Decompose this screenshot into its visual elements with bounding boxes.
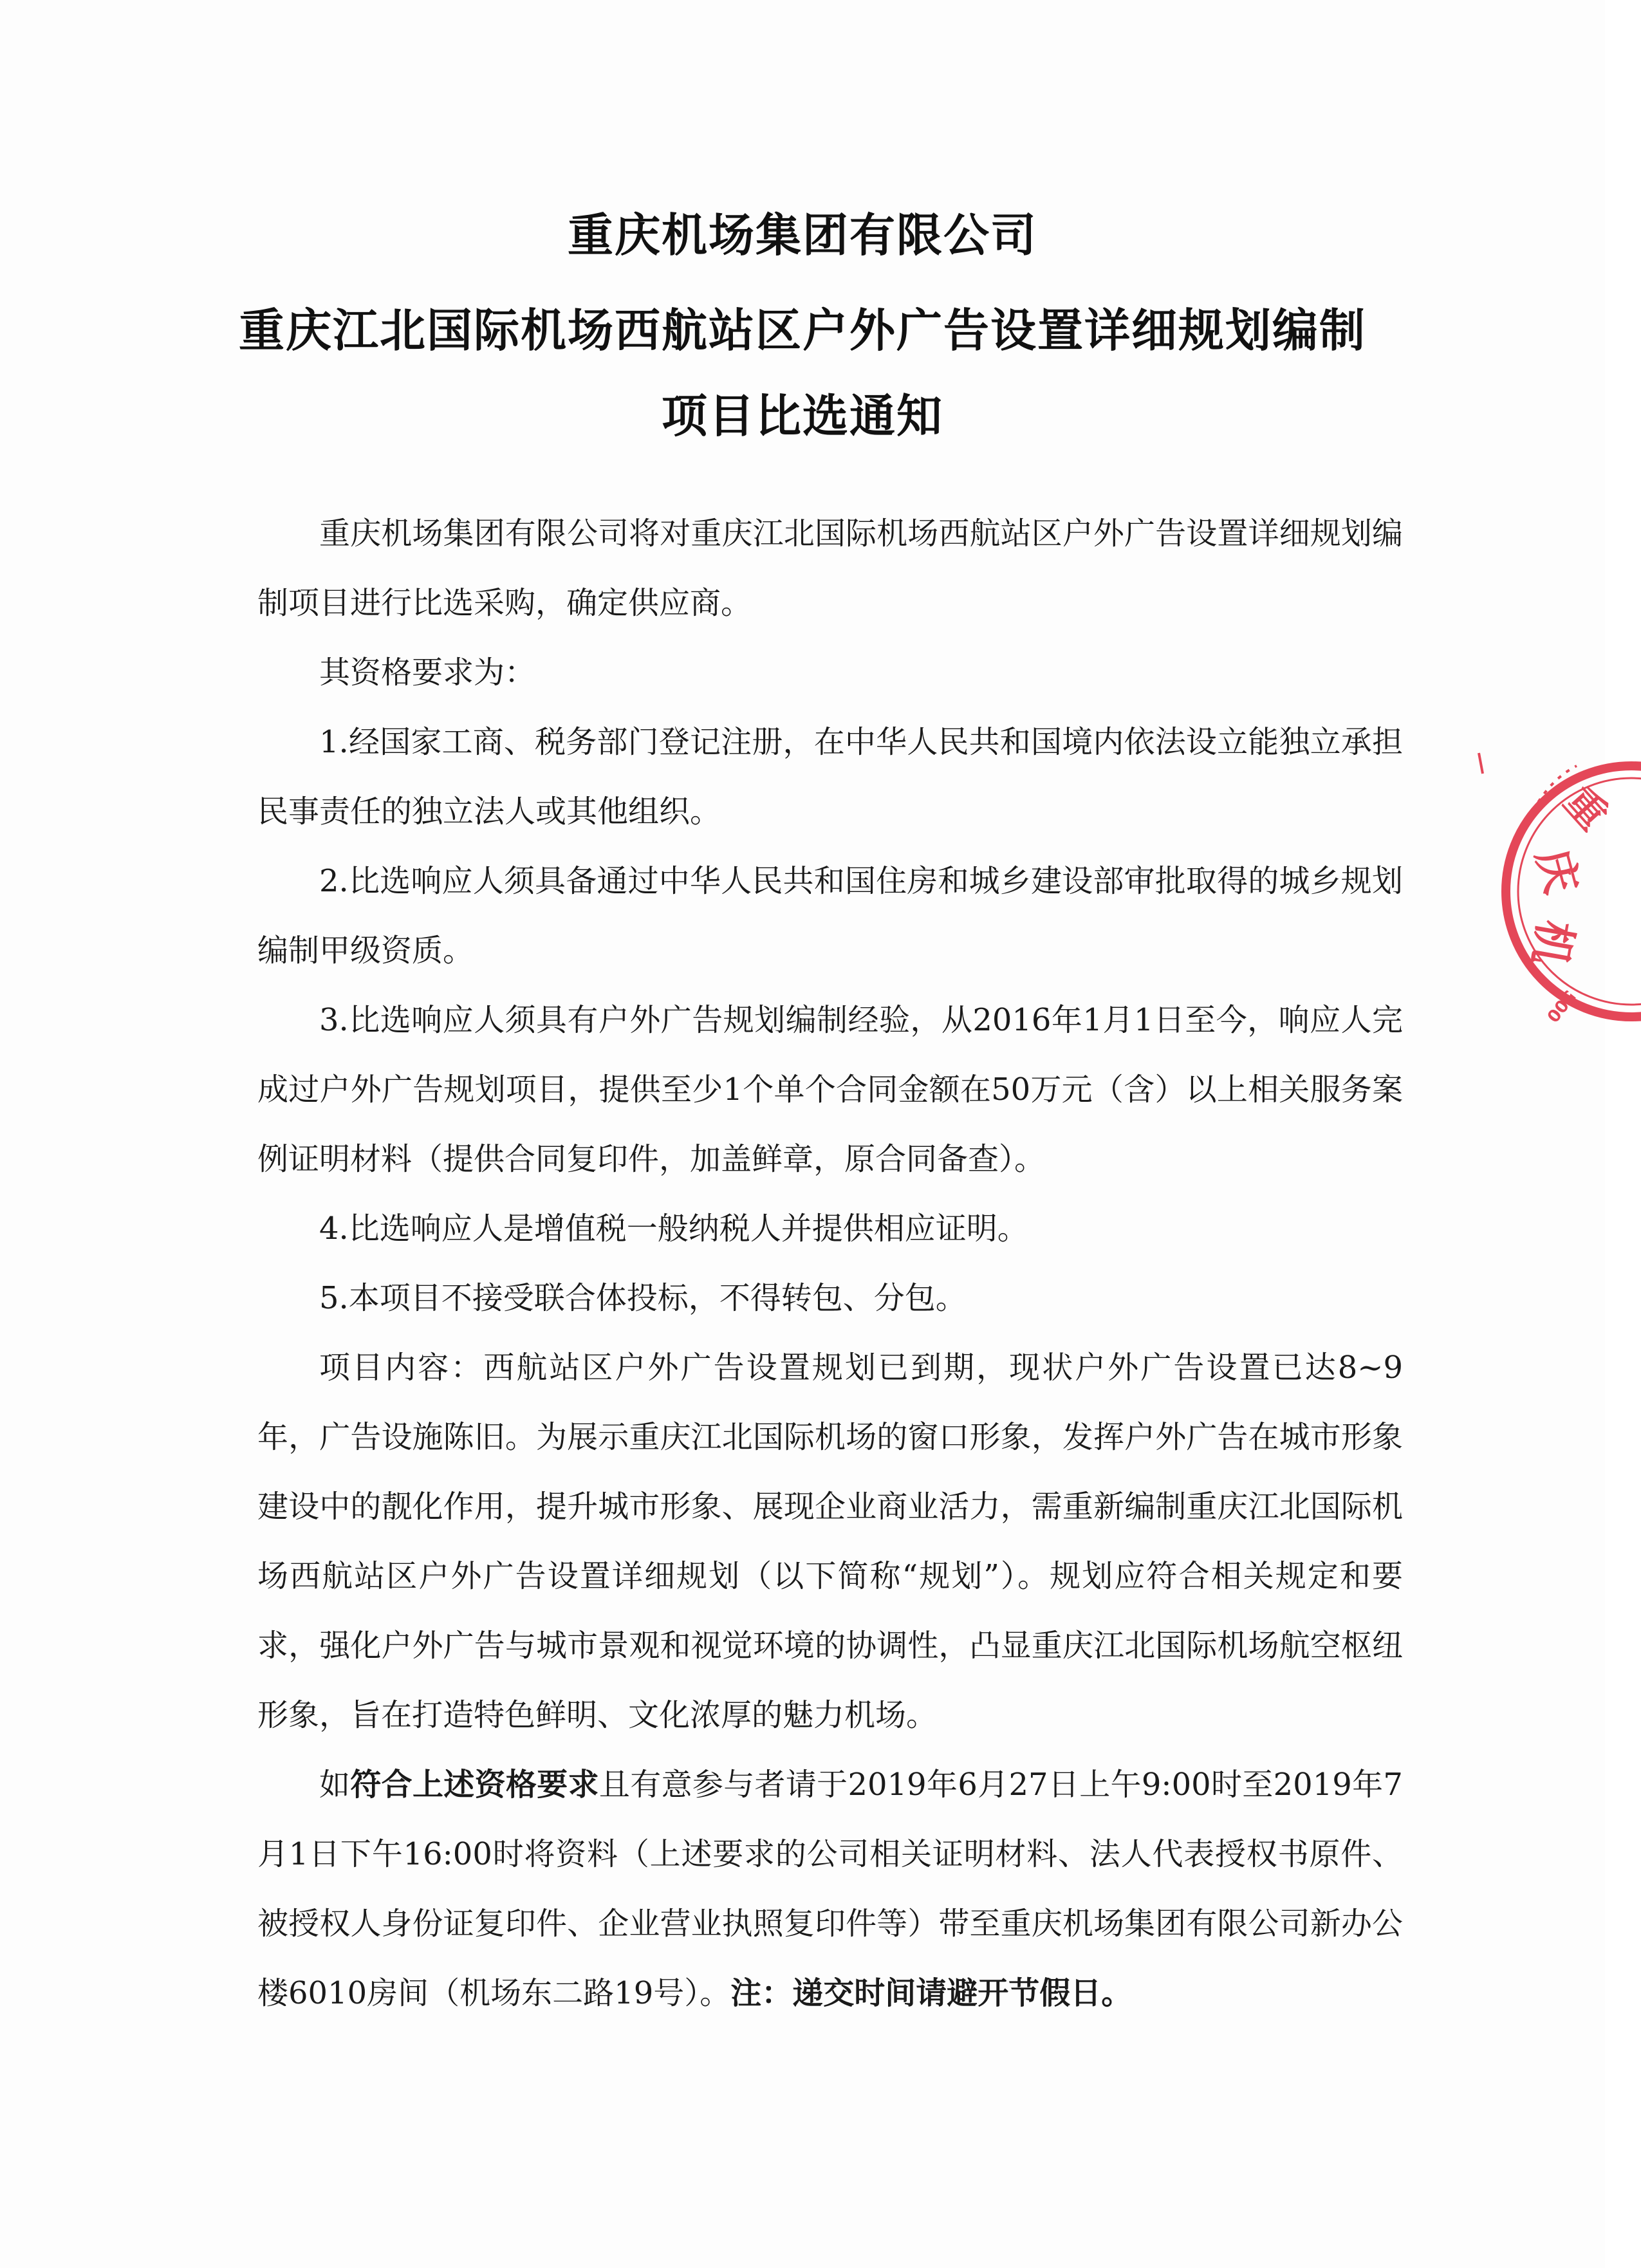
requirement-3: 3.比选响应人须具有户外广告规划编制经验，从2016年1月1日至今，响应人完成过户外广告规划项目，提供至少1个单个合同金额在50万元（含）以上相关服务案例证明材料（提供合同复印件，加盖鲜章，原合同备查）。 bbox=[257, 1002, 1403, 1177]
document-body bbox=[257, 499, 1403, 2028]
seal-char-2: 庆 bbox=[1526, 843, 1587, 899]
closing-bold-phrase: 符合上述资格要求 bbox=[350, 1767, 599, 1803]
document-title-line-2: 重庆江北国际机场西航站区户外广告设置详细规划编制 bbox=[238, 304, 1366, 357]
seal-char-1: 重 bbox=[1555, 777, 1617, 839]
company-seal bbox=[1474, 740, 1641, 1075]
requirement-1: 1.经国家工商、税务部门登记注册，在中华人民共和国境内依法设立能独立承担民事责任的独立法人或其他组织。 bbox=[257, 724, 1403, 830]
requirement-4: 4.比选响应人是增值税一般纳税人并提供相应证明。 bbox=[319, 1211, 1028, 1247]
closing-prefix: 如 bbox=[319, 1767, 351, 1803]
seal-char-3: 机 bbox=[1522, 916, 1582, 970]
requirement-5: 5.本项目不接受联合体投标，不得转包、分包。 bbox=[319, 1280, 967, 1316]
qualification-heading: 其资格要求为： bbox=[319, 655, 536, 691]
document-title-line-1: 重庆机场集团有限公司 bbox=[567, 209, 1037, 262]
document-title-line-3: 项目比选通知 bbox=[661, 389, 943, 443]
closing-paragraph bbox=[257, 1750, 1403, 2028]
seal-number: 500 bbox=[1542, 986, 1579, 1026]
closing-main-text: 且有意参与者请于2019年6月27日上午9:00时至2019年7月1日下午16:00时将资料（上述要求的公司相关证明材料、法人代表授权书原件、被授权人身份证复印件、企业营业执照复印件等）带至重庆机场集团有限公司新办公楼6010房间（机场东二路19号）。 bbox=[257, 1767, 1403, 2011]
requirement-2: 2.比选响应人须具备通过中华人民共和国住房和城乡建设部审批取得的城乡规划编制甲级资质。 bbox=[257, 863, 1403, 969]
project-content-paragraph: 项目内容：西航站区户外广告设置规划已到期，现状户外广告设置已达8~9年，广告设施陈旧。为展示重庆江北国际机场的窗口形象，发挥户外广告在城市形象建设中的靓化作用，提升城市形象、展现企业商业活力，需重新编制重庆江北国际机场西航站区户外广告设置详细规划（以下简称“规划”）。规划应符合相关规定和要求，强化户外广告与城市景观和视觉环境的协调性，凸显重庆江北国际机场航空枢纽形象，旨在打造特色鲜明、文化浓厚的魅力机场。 bbox=[257, 1350, 1403, 1733]
closing-note: 注：递交时间请避开节假日。 bbox=[730, 1975, 1133, 2011]
intro-paragraph: 重庆机场集团有限公司将对重庆江北国际机场西航站区户外广告设置详细规划编制项目进行比选采购，确定供应商。 bbox=[257, 516, 1403, 621]
